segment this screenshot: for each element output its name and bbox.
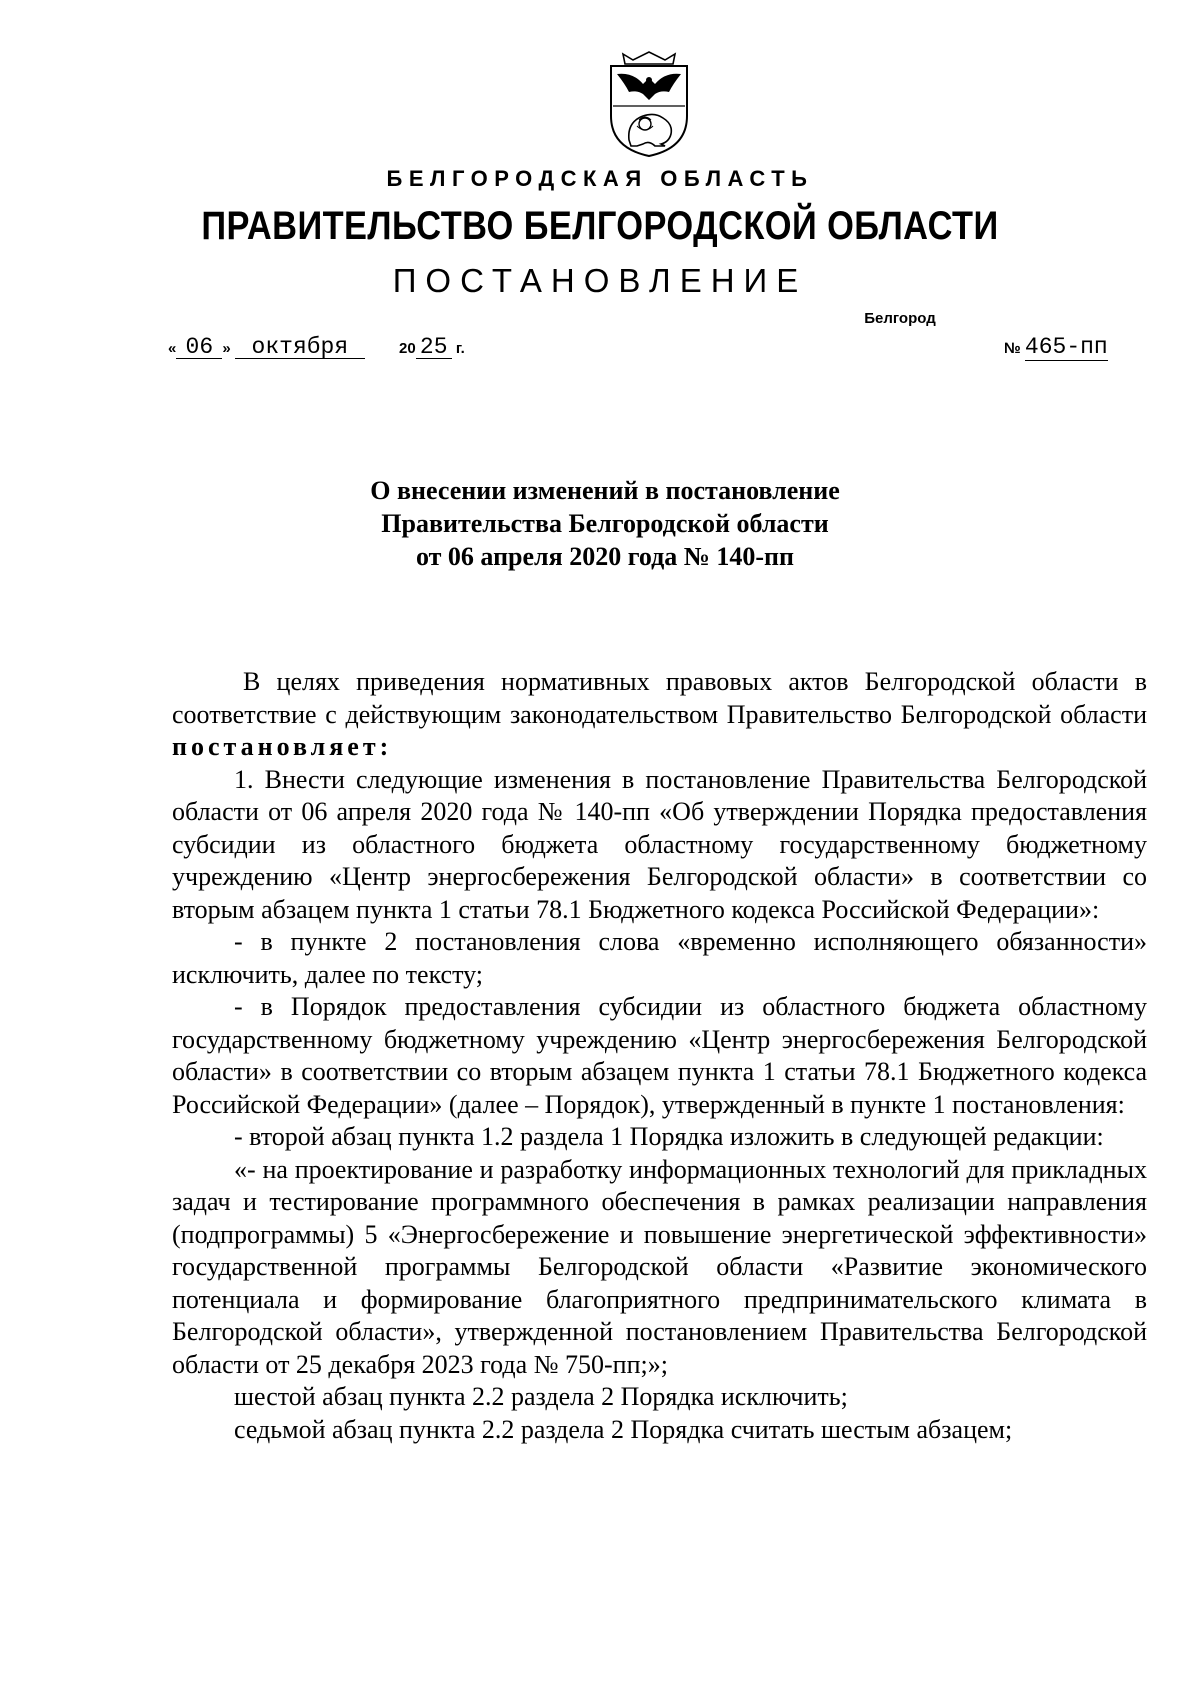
coat-of-arms-emblem (603, 50, 695, 158)
paragraph-change-2: - в Порядок предоставления субсидии из областного бюджета областному государственному бюджетному учреждению «Центр энергосбережения Белгородской области» в соответствии со вторым абзацем пункта 1 статьи 78.1 Бюджетного кодекса Российской Федерации» (далее – Порядок), утвержденный в пункте 1 постановления: (172, 992, 1147, 1119)
city-label: Белгород (864, 310, 936, 327)
date-year-prefix: 20 (399, 340, 416, 357)
date-close-quote: » (222, 340, 231, 357)
paragraph-change-5: седьмой абзац пункта 2.2 раздела 2 Порядка считать шестым абзацем; (234, 1414, 1013, 1444)
preamble-text: В целях приведения нормативных правовых актов Белгородской области в соответствие с действующим законодательством Правительство Белгородской области (172, 667, 1147, 729)
number-prefix: № (1004, 340, 1021, 357)
document-date (168, 336, 465, 359)
date-open-quote: « (168, 340, 177, 357)
document-body (172, 666, 1147, 1446)
document-number (1004, 336, 1108, 358)
title-line-3: от 06 апреля 2020 года № 140-пп (415, 542, 795, 571)
date-year-suffix: 25 (416, 336, 452, 359)
government-heading: ПРАВИТЕЛЬСТВО БЕЛГОРОДСКОЙ ОБЛАСТИ (201, 204, 999, 248)
date-g: г. (455, 340, 465, 357)
paragraph-quoted-text: «- на проектирование и разработку информационных технологий для прикладных задач и тестирование программного обеспечения в рамках реализации направления (подпрограммы) 5 «Энергосбережение и повышение энергетической эффективности» государственной программы Белгородской области «Развитие экономического потенциала и формирование благоприятного предпринимательского климата в Белгородской области», утвержденной постановлением Правительства Белгородской области от 25 декабря 2023 года № 750-пп;»; (172, 1154, 1147, 1379)
paragraph-item-1: 1. Внести следующие изменения в постановление Правительства Белгородской области от 06 апреля 2020 года № 140-пп «Об утверждении Порядка предоставления субсидии из областного бюджета областному государственному бюджетному учреждению «Центр энергосбережения Белгородской области» в соответствии со вторым абзацем пункта 1 статьи 78.1 Бюджетного кодекса Российской Федерации»: (172, 764, 1147, 924)
number-value: 465-пп (1024, 334, 1108, 360)
date-day: 06 (176, 336, 222, 359)
document-type-heading: ПОСТАНОВЛЕНИЕ (392, 262, 808, 299)
title-line-2: Правительства Белгородской области (381, 509, 829, 538)
resolves-word: постановляет: (172, 732, 393, 761)
paragraph-change-1: - в пункте 2 постановления слова «временно исполняющего обязанности» исключить, далее по тексту; (172, 927, 1147, 989)
title-line-1: О внесении изменений в постановление (370, 476, 840, 505)
paragraph-change-3: - второй абзац пункта 1.2 раздела 1 Порядка изложить в следующей редакции: (234, 1122, 1104, 1151)
paragraph-preamble (172, 666, 1147, 764)
date-month: октября (235, 336, 365, 359)
region-heading: БЕЛГОРОДСКАЯ ОБЛАСТЬ (386, 166, 814, 191)
document-title (0, 474, 1200, 573)
paragraph-change-4: шестой абзац пункта 2.2 раздела 2 Порядка исключить; (234, 1382, 848, 1411)
